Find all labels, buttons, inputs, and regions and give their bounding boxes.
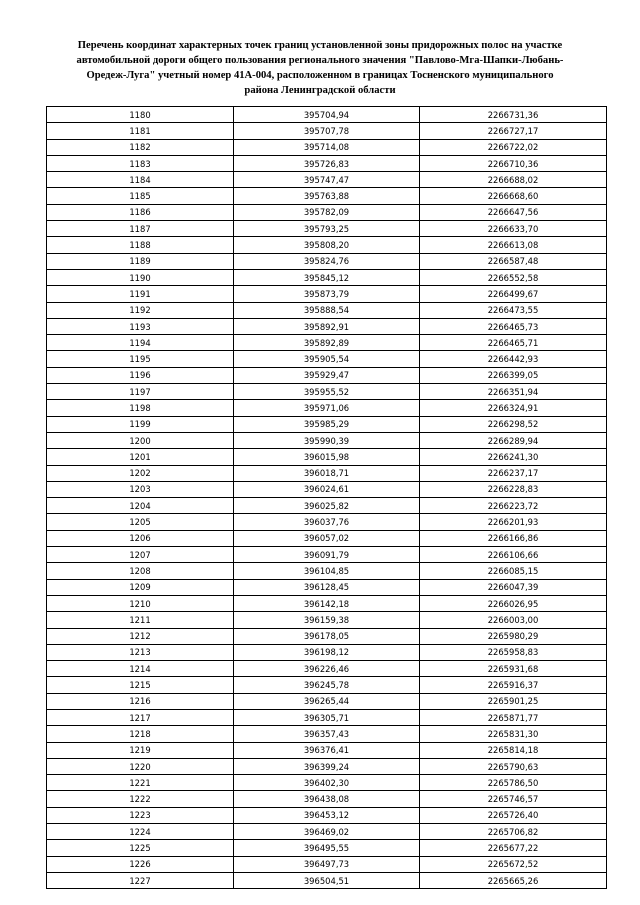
x-coordinate-cell: 396024,61 (234, 481, 420, 497)
y-coordinate-cell: 2266442,93 (420, 351, 607, 367)
point-number-cell: 1215 (47, 677, 234, 693)
table-row (47, 221, 607, 237)
title-line-3: Оредеж-Луга" учетный номер 41А-004, расположенном в границах Тосненского муниципального (86, 70, 554, 81)
y-coordinate-cell: 2266237,17 (420, 465, 607, 481)
x-coordinate-cell: 396357,43 (234, 726, 420, 742)
point-number-cell: 1209 (47, 579, 234, 595)
point-number-cell: 1223 (47, 807, 234, 823)
point-number-cell: 1225 (47, 840, 234, 856)
coordinates-table (46, 106, 607, 889)
table-row (47, 302, 607, 318)
x-coordinate-cell: 396226,46 (234, 661, 420, 677)
table-row (47, 595, 607, 611)
y-coordinate-cell: 2266223,72 (420, 498, 607, 514)
point-number-cell: 1193 (47, 318, 234, 334)
point-number-cell: 1227 (47, 872, 234, 888)
x-coordinate-cell: 395824,76 (234, 253, 420, 269)
table-row (47, 432, 607, 448)
y-coordinate-cell: 2266166,86 (420, 530, 607, 546)
point-number-cell: 1184 (47, 172, 234, 188)
y-coordinate-cell: 2266647,56 (420, 204, 607, 220)
x-coordinate-cell: 395929,47 (234, 367, 420, 383)
table-row (47, 449, 607, 465)
y-coordinate-cell: 2266085,15 (420, 563, 607, 579)
point-number-cell: 1190 (47, 269, 234, 285)
y-coordinate-cell: 2265677,22 (420, 840, 607, 856)
x-coordinate-cell: 395747,47 (234, 172, 420, 188)
point-number-cell: 1195 (47, 351, 234, 367)
x-coordinate-cell: 395793,25 (234, 221, 420, 237)
table-row (47, 253, 607, 269)
point-number-cell: 1183 (47, 155, 234, 171)
x-coordinate-cell: 395892,89 (234, 335, 420, 351)
point-number-cell: 1222 (47, 791, 234, 807)
x-coordinate-cell: 396504,51 (234, 872, 420, 888)
table-row (47, 547, 607, 563)
x-coordinate-cell: 396438,08 (234, 791, 420, 807)
table-row (47, 530, 607, 546)
x-coordinate-cell: 396399,24 (234, 758, 420, 774)
table-row (47, 563, 607, 579)
y-coordinate-cell: 2266201,93 (420, 514, 607, 530)
x-coordinate-cell: 396025,82 (234, 498, 420, 514)
y-coordinate-cell: 2265665,26 (420, 872, 607, 888)
table-row (47, 612, 607, 628)
point-number-cell: 1187 (47, 221, 234, 237)
y-coordinate-cell: 2265901,25 (420, 693, 607, 709)
point-number-cell: 1185 (47, 188, 234, 204)
y-coordinate-cell: 2265958,83 (420, 644, 607, 660)
y-coordinate-cell: 2266324,91 (420, 400, 607, 416)
y-coordinate-cell: 2266047,39 (420, 579, 607, 595)
x-coordinate-cell: 396091,79 (234, 547, 420, 563)
x-coordinate-cell: 395845,12 (234, 269, 420, 285)
table-row (47, 318, 607, 334)
y-coordinate-cell: 2266026,95 (420, 595, 607, 611)
table-row (47, 726, 607, 742)
y-coordinate-cell: 2265814,18 (420, 742, 607, 758)
point-number-cell: 1217 (47, 709, 234, 725)
x-coordinate-cell: 395707,78 (234, 123, 420, 139)
table-row (47, 400, 607, 416)
table-row (47, 742, 607, 758)
y-coordinate-cell: 2266587,48 (420, 253, 607, 269)
x-coordinate-cell: 396104,85 (234, 563, 420, 579)
title-line-1: Перечень координат характерных точек границ установленной зоны придорожных полос на участке (77, 40, 563, 51)
x-coordinate-cell: 395714,08 (234, 139, 420, 155)
y-coordinate-cell: 2265746,57 (420, 791, 607, 807)
point-number-cell: 1197 (47, 384, 234, 400)
y-coordinate-cell: 2266228,83 (420, 481, 607, 497)
table-row (47, 775, 607, 791)
point-number-cell: 1221 (47, 775, 234, 791)
point-number-cell: 1188 (47, 237, 234, 253)
x-coordinate-cell: 396142,18 (234, 595, 420, 611)
table-row (47, 758, 607, 774)
table-row (47, 139, 607, 155)
x-coordinate-cell: 395971,06 (234, 400, 420, 416)
table-row (47, 807, 607, 823)
x-coordinate-cell: 396469,02 (234, 824, 420, 840)
table-row (47, 677, 607, 693)
x-coordinate-cell: 395990,39 (234, 432, 420, 448)
y-coordinate-cell: 2266289,94 (420, 432, 607, 448)
y-coordinate-cell: 2266003,00 (420, 612, 607, 628)
table-row (47, 709, 607, 725)
table-row (47, 155, 607, 171)
table-row (47, 856, 607, 872)
y-coordinate-cell: 2265980,29 (420, 628, 607, 644)
y-coordinate-cell: 2266727,17 (420, 123, 607, 139)
x-coordinate-cell: 396057,02 (234, 530, 420, 546)
point-number-cell: 1204 (47, 498, 234, 514)
point-number-cell: 1216 (47, 693, 234, 709)
y-coordinate-cell: 2265726,40 (420, 807, 607, 823)
table-row (47, 188, 607, 204)
point-number-cell: 1182 (47, 139, 234, 155)
x-coordinate-cell: 396402,30 (234, 775, 420, 791)
y-coordinate-cell: 2266465,73 (420, 318, 607, 334)
point-number-cell: 1189 (47, 253, 234, 269)
x-coordinate-cell: 395985,29 (234, 416, 420, 432)
point-number-cell: 1207 (47, 547, 234, 563)
point-number-cell: 1200 (47, 432, 234, 448)
point-number-cell: 1224 (47, 824, 234, 840)
y-coordinate-cell: 2266106,66 (420, 547, 607, 563)
point-number-cell: 1213 (47, 644, 234, 660)
table-row (47, 269, 607, 285)
point-number-cell: 1201 (47, 449, 234, 465)
y-coordinate-cell: 2266722,02 (420, 139, 607, 155)
y-coordinate-cell: 2265790,63 (420, 758, 607, 774)
y-coordinate-cell: 2266731,36 (420, 107, 607, 123)
y-coordinate-cell: 2266465,71 (420, 335, 607, 351)
table-row (47, 579, 607, 595)
y-coordinate-cell: 2266552,58 (420, 269, 607, 285)
x-coordinate-cell: 396495,55 (234, 840, 420, 856)
point-number-cell: 1194 (47, 335, 234, 351)
x-coordinate-cell: 395905,54 (234, 351, 420, 367)
table-row (47, 791, 607, 807)
point-number-cell: 1211 (47, 612, 234, 628)
point-number-cell: 1210 (47, 595, 234, 611)
table-row (47, 693, 607, 709)
y-coordinate-cell: 2265916,37 (420, 677, 607, 693)
point-number-cell: 1186 (47, 204, 234, 220)
x-coordinate-cell: 395955,52 (234, 384, 420, 400)
table-row (47, 204, 607, 220)
point-number-cell: 1226 (47, 856, 234, 872)
x-coordinate-cell: 395892,91 (234, 318, 420, 334)
point-number-cell: 1214 (47, 661, 234, 677)
point-number-cell: 1220 (47, 758, 234, 774)
x-coordinate-cell: 396497,73 (234, 856, 420, 872)
x-coordinate-cell: 395888,54 (234, 302, 420, 318)
coordinates-table-body (47, 107, 607, 889)
point-number-cell: 1198 (47, 400, 234, 416)
y-coordinate-cell: 2266613,08 (420, 237, 607, 253)
y-coordinate-cell: 2265786,50 (420, 775, 607, 791)
x-coordinate-cell: 396245,78 (234, 677, 420, 693)
x-coordinate-cell: 396198,12 (234, 644, 420, 660)
point-number-cell: 1181 (47, 123, 234, 139)
table-row (47, 872, 607, 888)
point-number-cell: 1206 (47, 530, 234, 546)
document-title (40, 38, 600, 98)
y-coordinate-cell: 2265831,30 (420, 726, 607, 742)
table-row (47, 286, 607, 302)
x-coordinate-cell: 396265,44 (234, 693, 420, 709)
y-coordinate-cell: 2265706,82 (420, 824, 607, 840)
x-coordinate-cell: 395763,88 (234, 188, 420, 204)
point-number-cell: 1208 (47, 563, 234, 579)
point-number-cell: 1218 (47, 726, 234, 742)
table-row (47, 384, 607, 400)
y-coordinate-cell: 2266633,70 (420, 221, 607, 237)
y-coordinate-cell: 2266688,02 (420, 172, 607, 188)
x-coordinate-cell: 396453,12 (234, 807, 420, 823)
point-number-cell: 1219 (47, 742, 234, 758)
x-coordinate-cell: 396015,98 (234, 449, 420, 465)
table-row (47, 628, 607, 644)
point-number-cell: 1202 (47, 465, 234, 481)
x-coordinate-cell: 395726,83 (234, 155, 420, 171)
table-row (47, 367, 607, 383)
x-coordinate-cell: 395782,09 (234, 204, 420, 220)
x-coordinate-cell: 396305,71 (234, 709, 420, 725)
point-number-cell: 1180 (47, 107, 234, 123)
point-number-cell: 1205 (47, 514, 234, 530)
point-number-cell: 1196 (47, 367, 234, 383)
table-row (47, 237, 607, 253)
x-coordinate-cell: 395873,79 (234, 286, 420, 302)
table-row (47, 481, 607, 497)
y-coordinate-cell: 2266473,55 (420, 302, 607, 318)
point-number-cell: 1212 (47, 628, 234, 644)
y-coordinate-cell: 2266710,36 (420, 155, 607, 171)
x-coordinate-cell: 396018,71 (234, 465, 420, 481)
table-row (47, 107, 607, 123)
y-coordinate-cell: 2265871,77 (420, 709, 607, 725)
x-coordinate-cell: 395808,20 (234, 237, 420, 253)
y-coordinate-cell: 2266241,30 (420, 449, 607, 465)
x-coordinate-cell: 396178,05 (234, 628, 420, 644)
table-row (47, 335, 607, 351)
point-number-cell: 1199 (47, 416, 234, 432)
x-coordinate-cell: 396128,45 (234, 579, 420, 595)
point-number-cell: 1191 (47, 286, 234, 302)
table-row (47, 824, 607, 840)
table-row (47, 498, 607, 514)
table-row (47, 172, 607, 188)
table-row (47, 514, 607, 530)
y-coordinate-cell: 2266351,94 (420, 384, 607, 400)
x-coordinate-cell: 396376,41 (234, 742, 420, 758)
x-coordinate-cell: 396037,76 (234, 514, 420, 530)
y-coordinate-cell: 2266399,05 (420, 367, 607, 383)
x-coordinate-cell: 396159,38 (234, 612, 420, 628)
table-row (47, 351, 607, 367)
point-number-cell: 1192 (47, 302, 234, 318)
table-row (47, 661, 607, 677)
x-coordinate-cell: 395704,94 (234, 107, 420, 123)
y-coordinate-cell: 2266668,60 (420, 188, 607, 204)
table-row (47, 644, 607, 660)
y-coordinate-cell: 2265931,68 (420, 661, 607, 677)
table-row (47, 416, 607, 432)
title-line-2: автомобильной дороги общего пользования регионального значения "Павлово-Мга-Шапки-Любань- (76, 55, 564, 66)
y-coordinate-cell: 2266298,52 (420, 416, 607, 432)
table-row (47, 123, 607, 139)
title-line-4: района Ленинградской области (244, 85, 396, 96)
y-coordinate-cell: 2266499,67 (420, 286, 607, 302)
table-row (47, 465, 607, 481)
table-row (47, 840, 607, 856)
y-coordinate-cell: 2265672,52 (420, 856, 607, 872)
point-number-cell: 1203 (47, 481, 234, 497)
